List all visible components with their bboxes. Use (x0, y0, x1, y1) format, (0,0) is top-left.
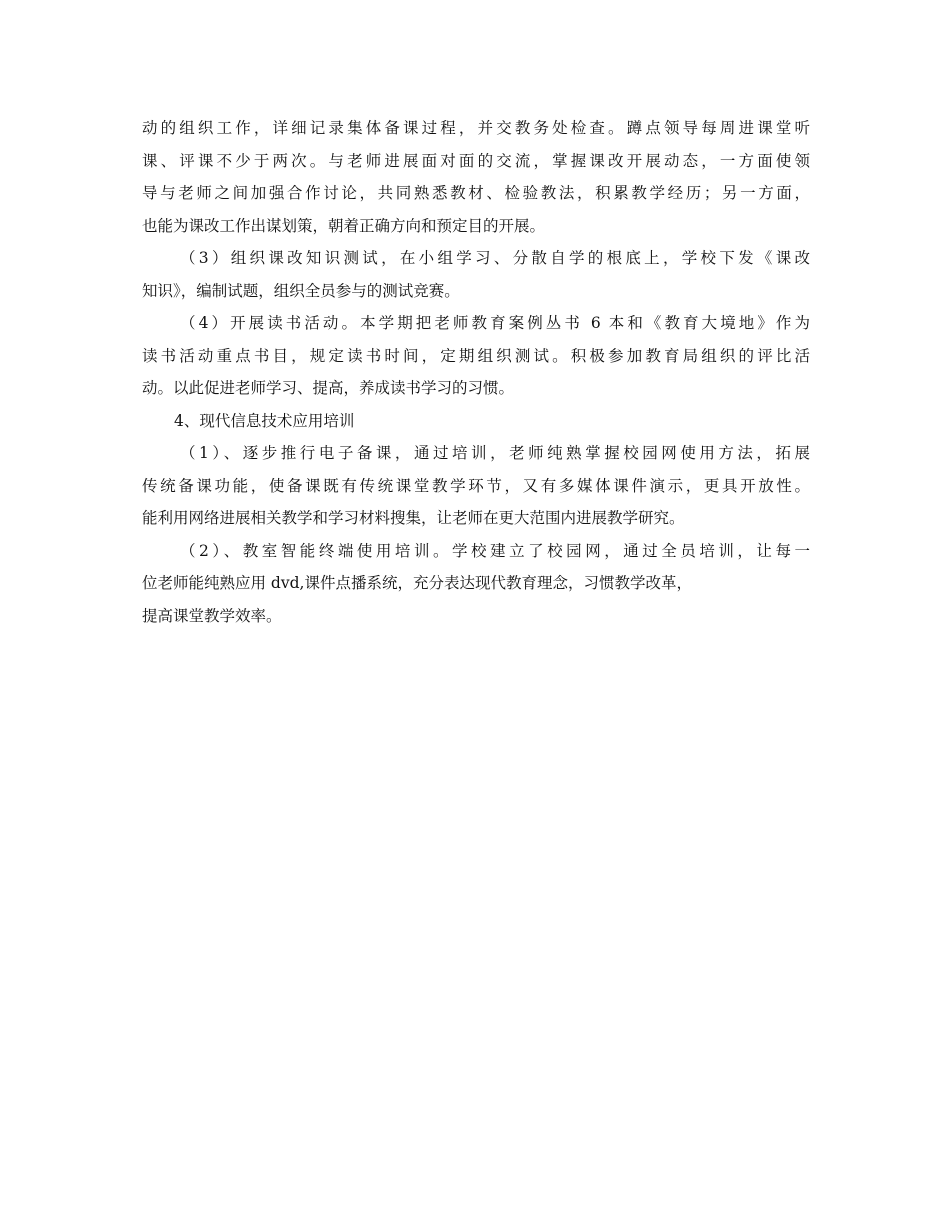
text-line: （1）、逐步推行电子备课，通过培训，老师纯熟掌握校园网使用方法，拓展 (180, 444, 810, 462)
text-line: （4）开展读书活动。本学期把老师教育案例丛书 6 本和《教育大境地》作为 (180, 314, 810, 332)
text-line: 位老师能纯熟应用 dvd,课件点播系统，充分表达现代教育理念，习惯教学改革， (142, 574, 692, 592)
paragraph-5 (142, 535, 810, 633)
text-line: 课、评课不少于两次。与老师进展面对面的交流，掌握课改开展动态，一方面使领 (142, 151, 810, 170)
text-line: 读书活动重点书目，规定读书时间，定期组织测试。积极参加教育局组织的评比活 (142, 346, 810, 365)
text-line: 动的组织工作，详细记录集体备课过程，并交教务处检查。蹲点领导每周进课堂听 (142, 119, 810, 137)
text-line: 动。以此促进老师学习、提高，养成读书学习的习惯。 (142, 379, 515, 397)
document-body (142, 112, 810, 632)
text-line: （2）、教室智能终端使用培训。学校建立了校园网，通过全员培训，让每一 (180, 541, 810, 560)
text-line: 知识》，编制试题，组织全员参与的测试竞赛。 (142, 281, 460, 300)
text-line: 也能为课改工作出谋划策，朝着正确方向和预定目的开展。 (142, 216, 546, 235)
text-line: 导与老师之间加强合作讨论，共同熟悉教材、检验教法，积累教学经历；另一方面， (142, 184, 810, 202)
paragraph-4 (142, 437, 810, 535)
heading-text: 4、现代信息技术应用培训 (174, 411, 355, 430)
text-line: 提高课堂教学效率。 (142, 606, 282, 625)
text-line: 能利用网络进展相关教学和学习材料搜集，让老师在更大范围内进展教学研究。 (142, 509, 685, 527)
paragraph-1 (142, 112, 810, 242)
text-line: （3）组织课改知识测试，在小组学习、分散自学的根底上，学校下发《课改 (180, 249, 810, 267)
text-line: 传统备课功能，使备课既有传统课堂教学环节，又有多媒体课件演示，更具开放性。 (142, 476, 810, 495)
paragraph-2 (142, 242, 810, 307)
section-heading (142, 405, 810, 438)
paragraph-3 (142, 307, 810, 405)
